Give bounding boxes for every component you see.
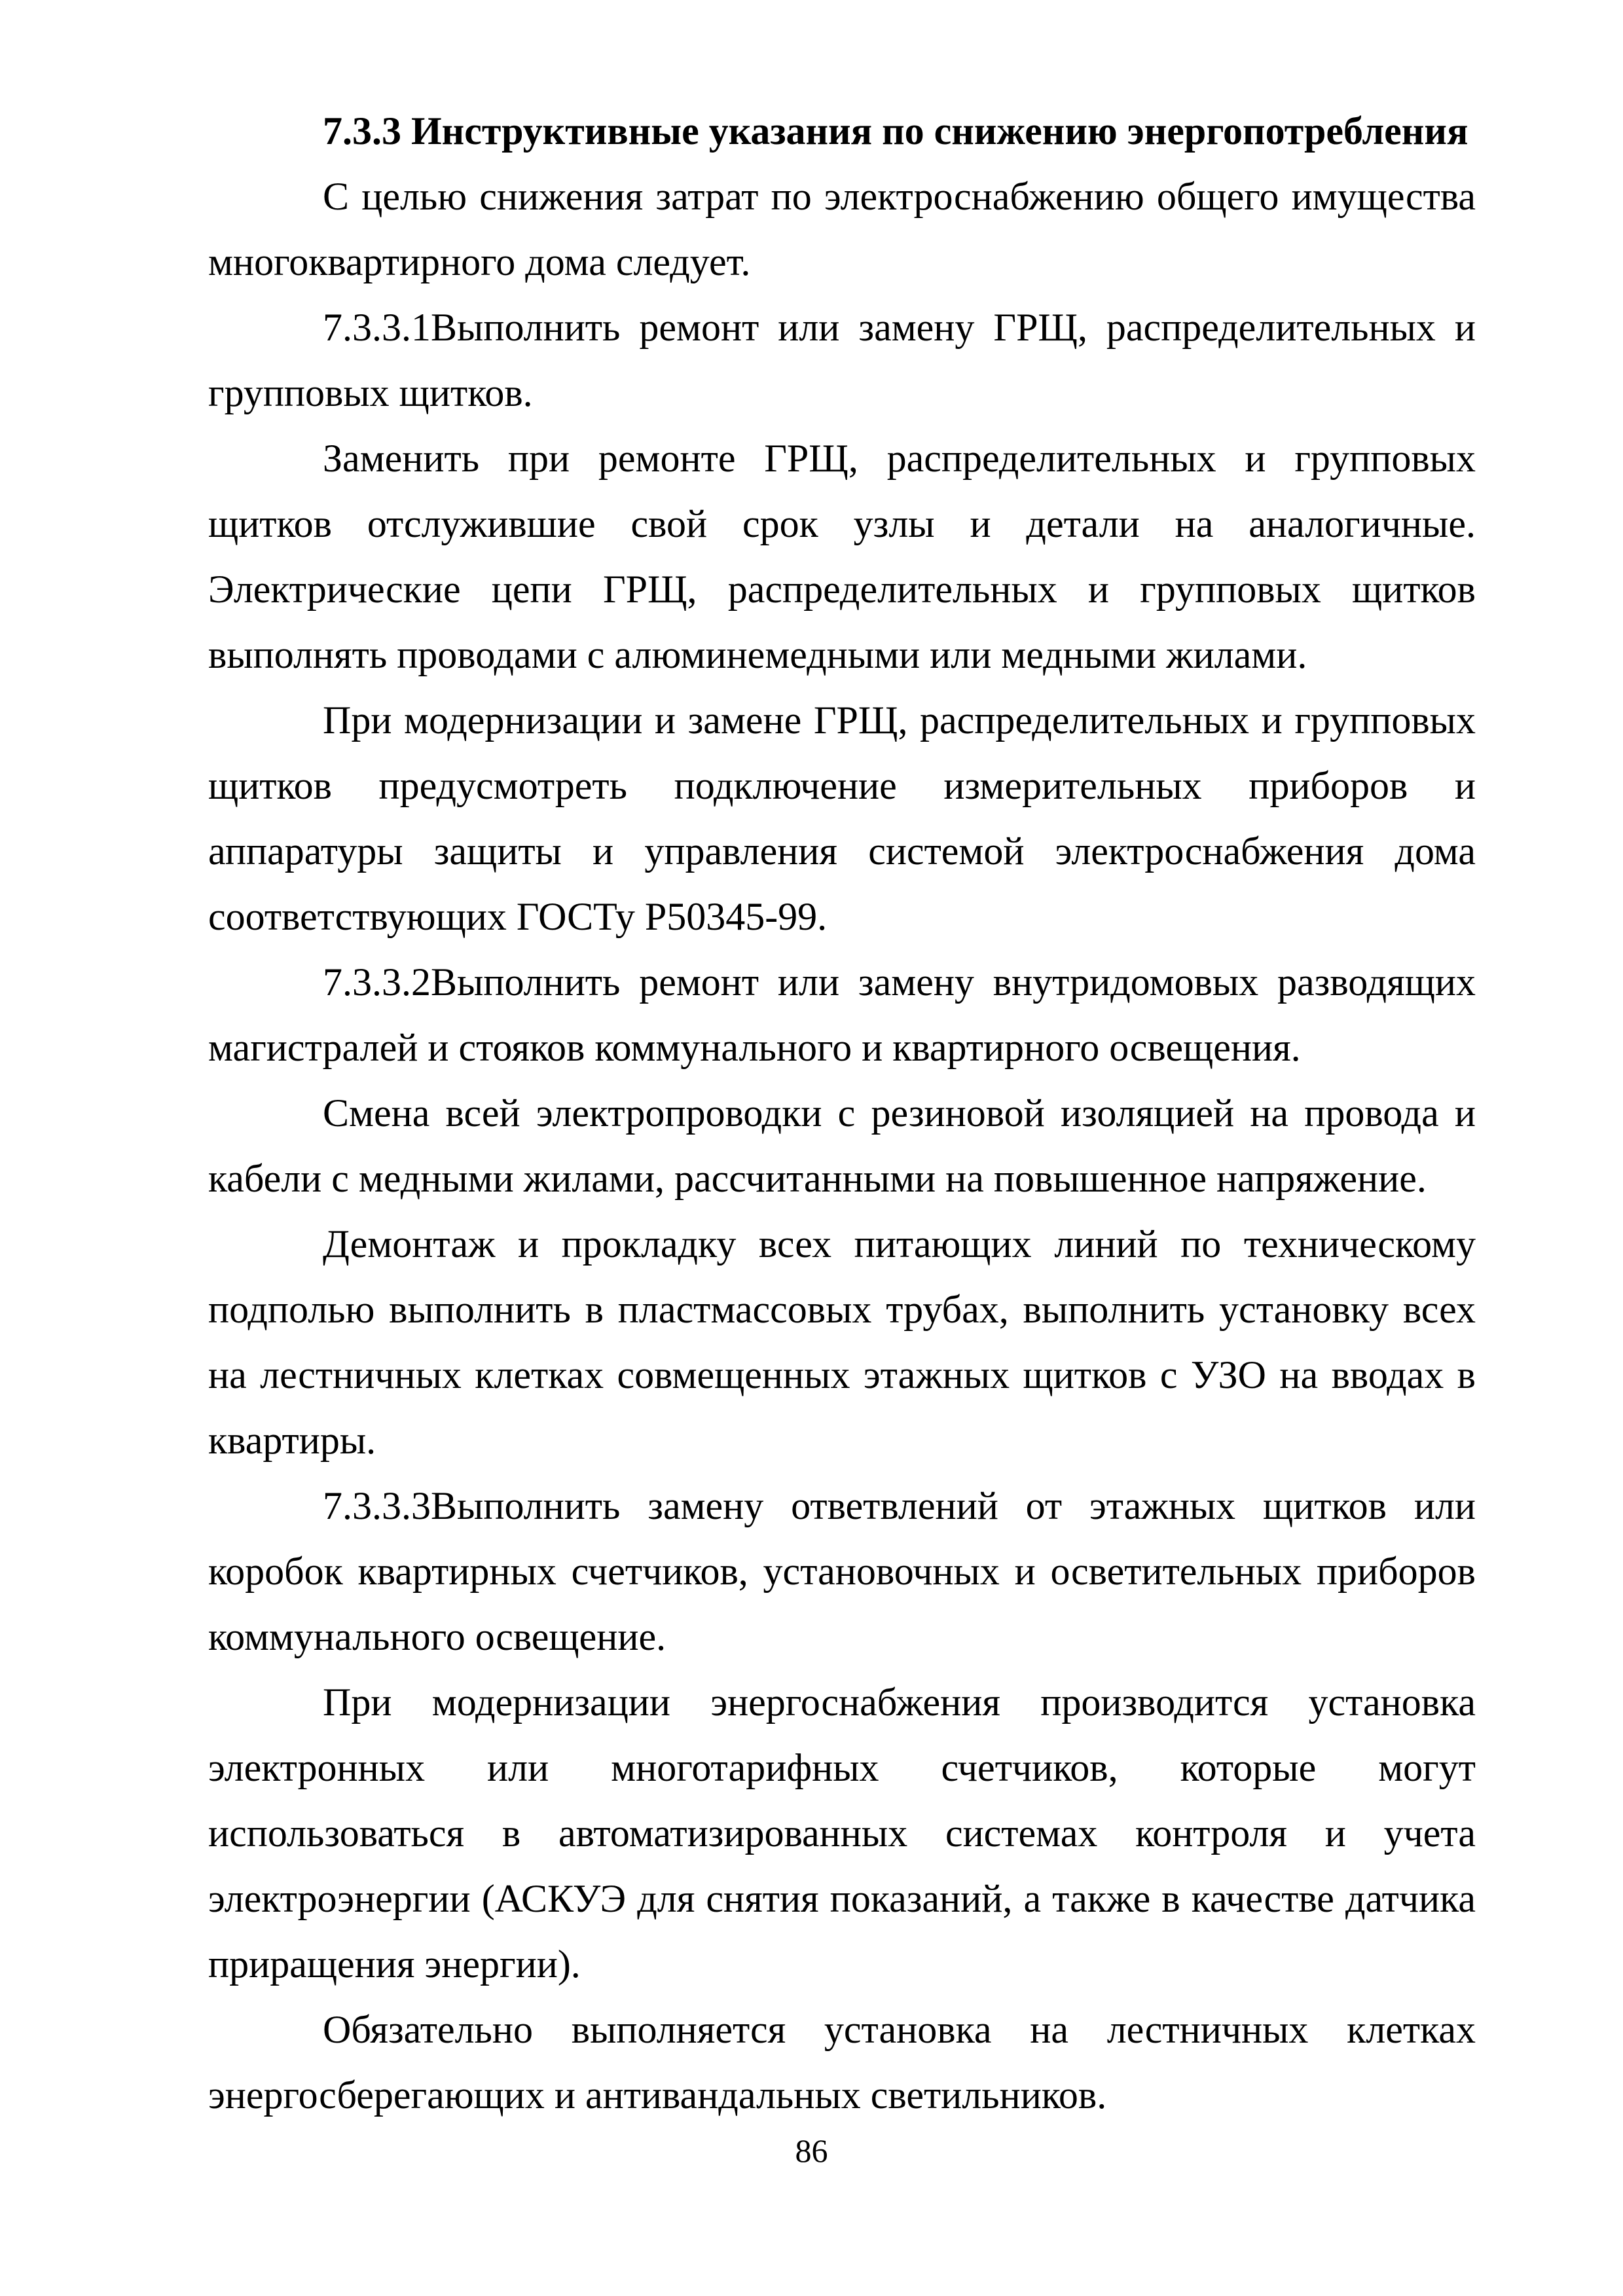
paragraph <box>208 164 1476 295</box>
paragraph <box>208 1997 1476 2128</box>
paragraph <box>208 1669 1476 1997</box>
numbered-paragraph <box>208 295 1476 426</box>
clause-number: 7.3.3.2 <box>323 960 431 1004</box>
numbered-paragraph <box>208 1473 1476 1669</box>
paragraph-text: Выполнить замену ответвлений от этажных щитков или коробок квартирных счетчиков, установочных и осветительных приборов коммунального освещение. <box>208 1484 1476 1658</box>
paragraph <box>208 1211 1476 1473</box>
numbered-paragraph <box>208 949 1476 1080</box>
paragraph-text: Выполнить ремонт или замену внутридомовых разводящих магистралей и стояков коммунального и квартирного освещения. <box>208 960 1476 1069</box>
paragraph <box>208 426 1476 687</box>
paragraph <box>208 687 1476 949</box>
paragraph <box>208 1080 1476 1211</box>
paragraph-text: При модернизации энергоснабжения производится установка электронных или многотарифных счетчиков, которые могут использоваться в автоматизированных системах контроля и учета электроэнергии (АСКУЭ для снятия показаний, а также в качестве датчика приращения энергии). <box>208 1681 1476 1986</box>
paragraph-text: Заменить при ремонте ГРЩ, распределительных и групповых щитков отслужившие свой срок узлы и детали на аналогичные. Электрические цепи ГРЩ, распределительных и групповых щитков выполнять проводами с алюминемедными или медными жилами. <box>208 437 1476 676</box>
page-body <box>208 98 1476 2128</box>
page-number: 86 <box>795 2132 828 2169</box>
paragraph-text: Обязательно выполняется установка на лестничных клетках энергосберегающих и антивандальных светильников. <box>208 2008 1476 2117</box>
paragraph-text: Выполнить ремонт или замену ГРЩ, распределительных и групповых щитков. <box>208 306 1476 414</box>
clause-number: 7.3.3.1 <box>323 306 431 349</box>
paragraph-text: Демонтаж и прокладку всех питающих линий по техническому подполью выполнить в пластмассовых трубах, выполнить установку всех на лестничных клетках совмещенных этажных щитков с УЗО на вводах в квартиры. <box>208 1222 1476 1462</box>
paragraph-text: С целью снижения затрат по электроснабжению общего имущества многоквартирного дома следует. <box>208 175 1476 283</box>
clause-number: 7.3.3.3 <box>323 1484 431 1527</box>
paragraph-text: При модернизации и замене ГРЩ, распределительных и групповых щитков предусмотреть подключение измерительных приборов и аппаратуры защиты и управления системой электроснабжения дома соответствующих ГОСТу Р50345-99. <box>208 699 1476 938</box>
paragraph-text: Смена всей электропроводки с резиновой изоляцией на провода и кабели с медными жилами, рассчитанными на повышенное напряжение. <box>208 1091 1476 1200</box>
section-heading: 7.3.3 Инструктивные указания по снижению энергопотребления <box>323 109 1468 153</box>
